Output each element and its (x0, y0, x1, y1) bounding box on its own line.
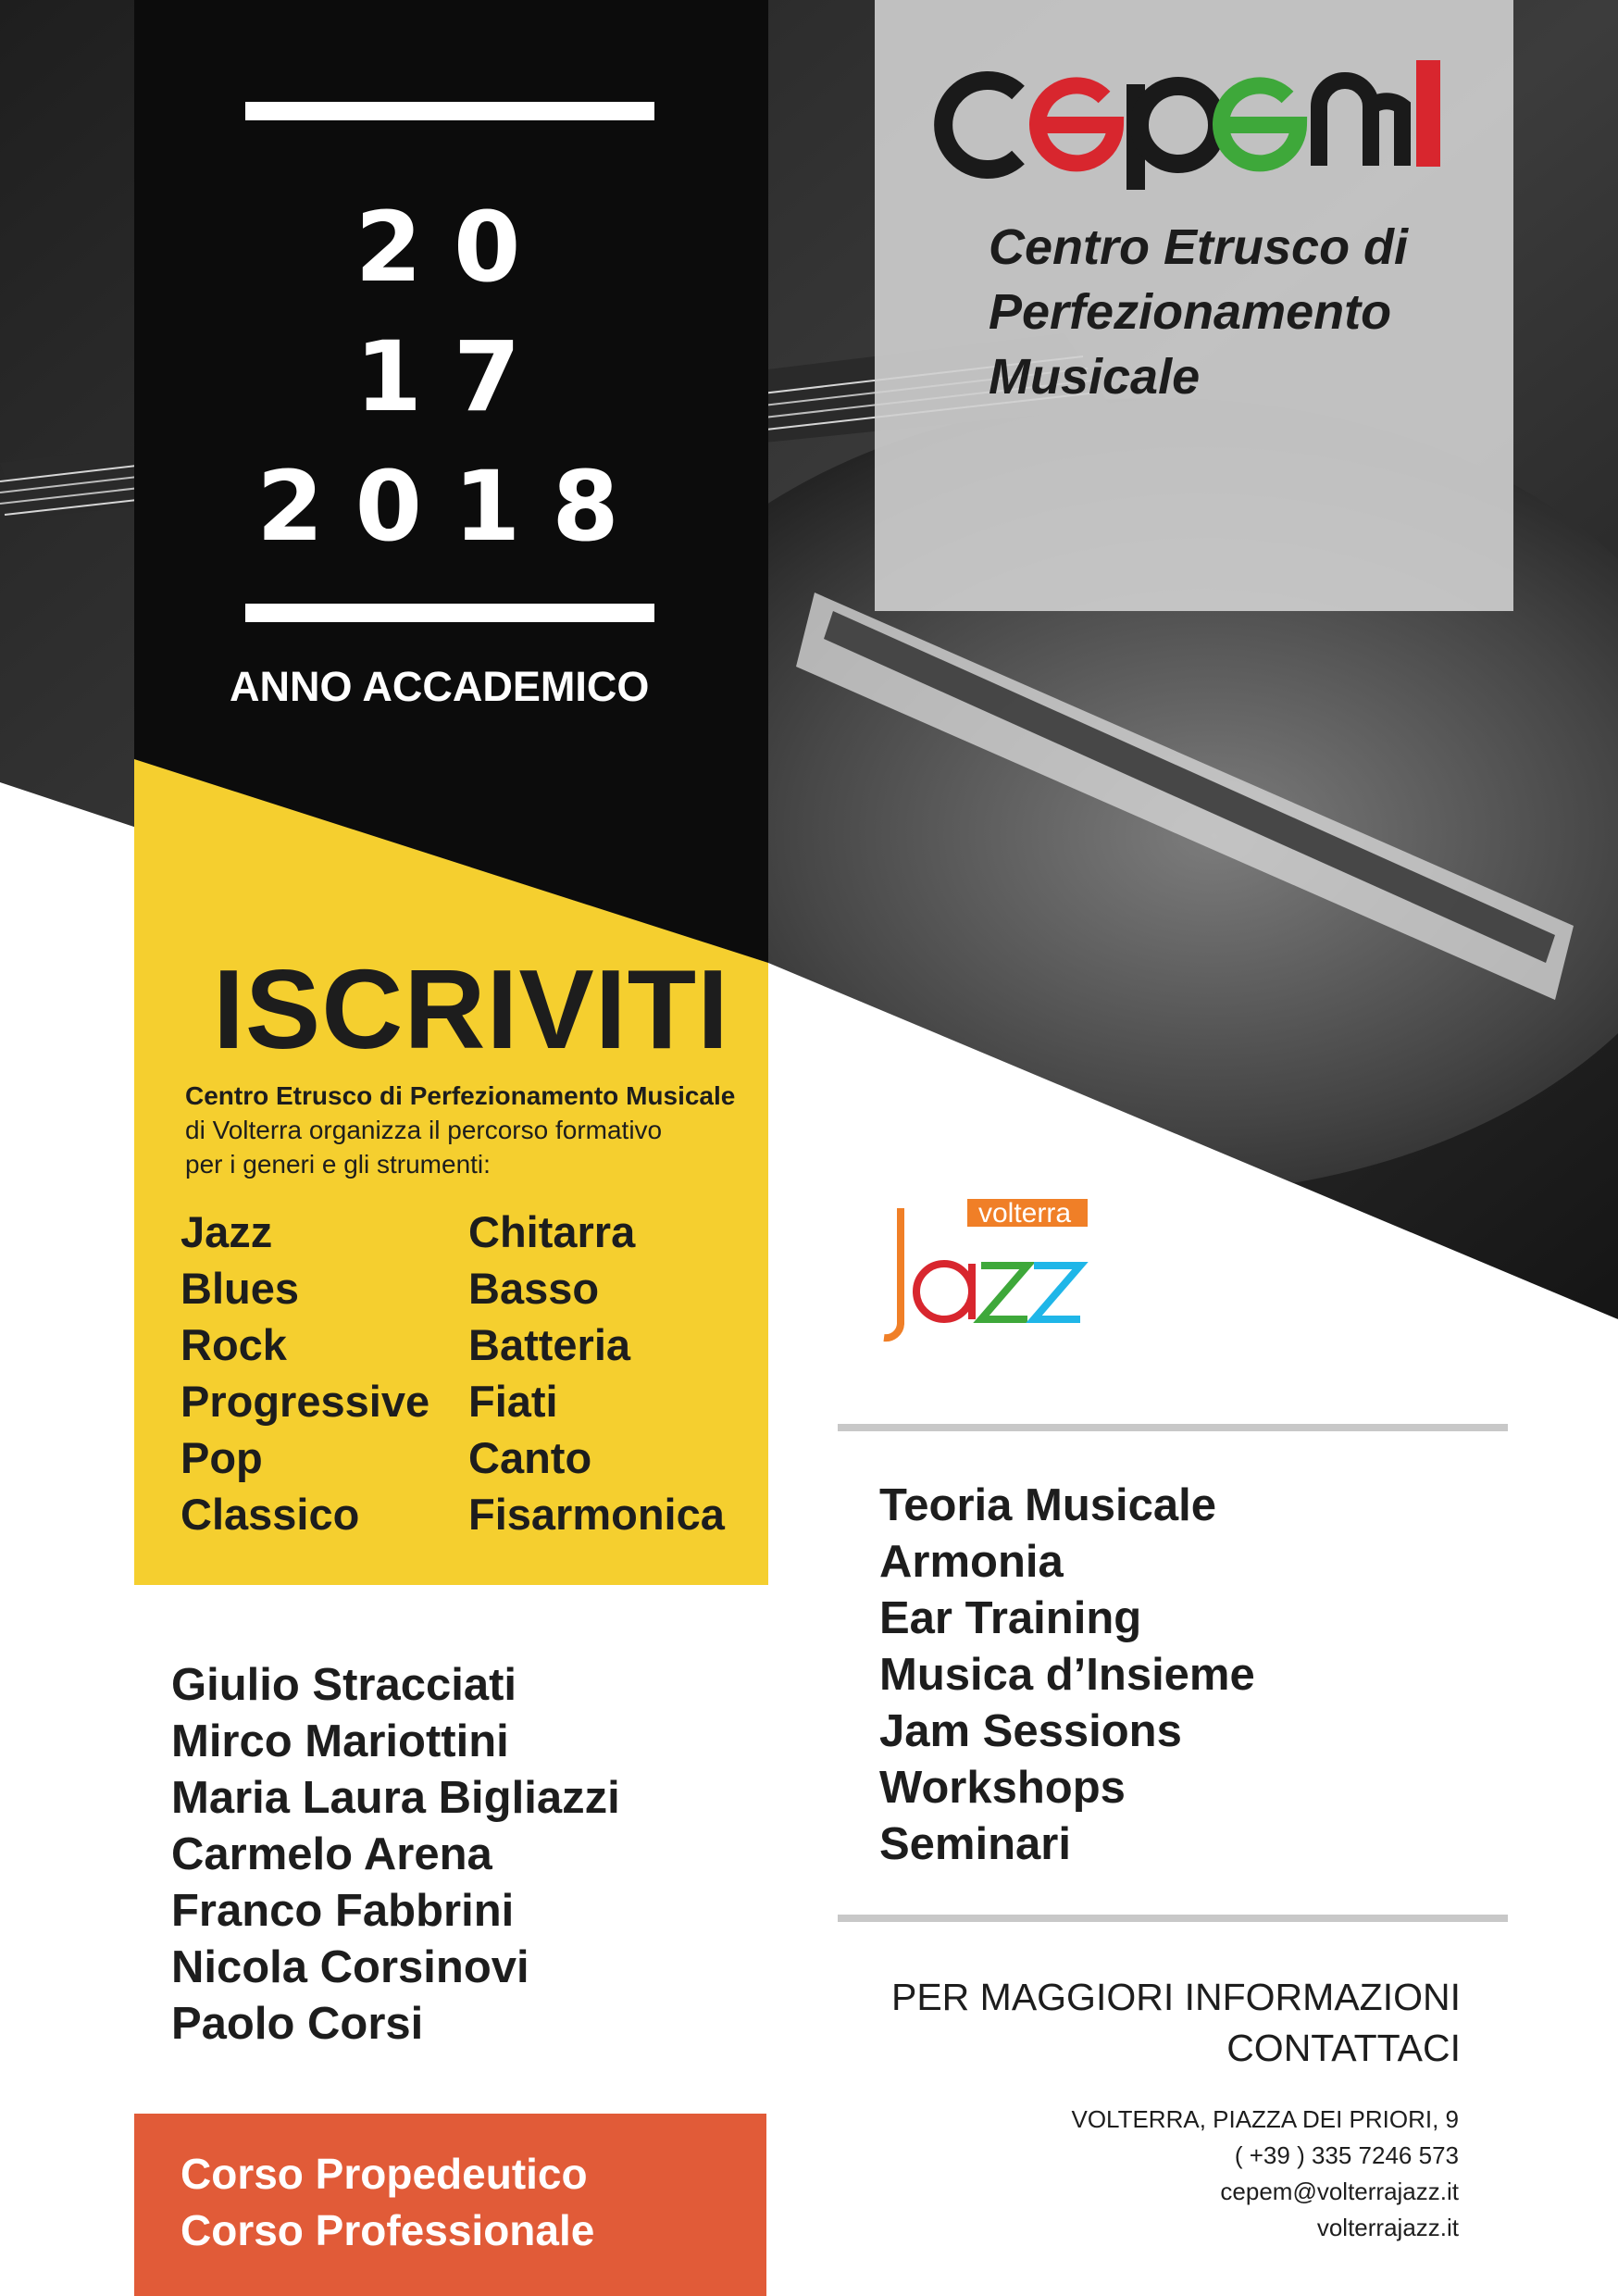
teacher-item: Franco Fabbrini (171, 1886, 515, 1936)
top-divider (838, 1424, 1508, 1431)
teacher-item: Carmelo Arena (171, 1829, 492, 1879)
iscriviti-title: ISCRIVITI (213, 946, 730, 1072)
courses-list (180, 2146, 594, 2259)
contact-address: VOLTERRA, PIAZZA DEI PRIORI, 9 (1071, 2105, 1459, 2133)
subject-item: Jam Sessions (879, 1706, 1182, 1756)
more-info-line-1: PER MAGGIORI INFORMAZIONI (890, 1976, 1461, 2018)
subject-item: Seminari (879, 1819, 1071, 1869)
instruments-list (468, 1204, 725, 1542)
teacher-item: Paolo Corsi (171, 1999, 424, 2049)
contact-phone[interactable]: ( +39 ) 335 7246 573 (1234, 2141, 1459, 2169)
genres-list (180, 1204, 429, 1542)
contact-block (811, 2102, 1459, 2246)
volterra-jazz-logo (875, 1190, 1097, 1370)
more-info-line-2: CONTATTACI (1226, 2027, 1461, 2069)
tagline-line-2: Perfezionamento (989, 284, 1392, 340)
year-line-2: 17 (355, 320, 553, 433)
instrument-item: Batteria (468, 1320, 631, 1369)
tagline-line-3: Musicale (989, 349, 1201, 405)
teacher-item: Nicola Corsinovi (171, 1942, 529, 1992)
volterra-jazz-logo-mark (875, 1190, 1097, 1366)
year-line-1: 20 (355, 191, 553, 304)
course-item: Corso Propedeutico (180, 2150, 588, 2198)
tagline (989, 215, 1408, 409)
cepem-logo (930, 51, 1449, 190)
teacher-item: Giulio Stracciati (171, 1660, 517, 1710)
instrument-item: Canto (468, 1433, 592, 1482)
course-item: Corso Professionale (180, 2206, 595, 2254)
instrument-item: Fiati (468, 1377, 558, 1426)
tagline-line-1: Centro Etrusco di (989, 219, 1409, 275)
instrument-item: Chitarra (468, 1207, 636, 1256)
instrument-item: Fisarmonica (468, 1490, 725, 1539)
contact-website[interactable]: volterrajazz.it (1316, 2214, 1459, 2241)
teachers-list (171, 1657, 620, 2053)
iscriviti-intro (185, 1079, 735, 1181)
subject-item: Teoria Musicale (879, 1480, 1217, 1530)
instrument-item: Basso (468, 1264, 600, 1313)
genre-item: Blues (180, 1264, 299, 1313)
intro-line-2: di Volterra organizza il percorso formativo (185, 1116, 663, 1144)
bottom-divider (838, 1915, 1508, 1922)
cepem-logo-mark (930, 51, 1412, 190)
jazz-logo-sub: volterra (978, 1198, 1072, 1229)
intro-line-3: per i generi e gli strumenti: (185, 1150, 491, 1179)
subject-item: Armonia (879, 1537, 1064, 1587)
subject-item: Musica d’Insieme (879, 1650, 1255, 1700)
subject-item: Workshops (879, 1763, 1126, 1813)
genre-item: Jazz (180, 1207, 273, 1256)
contact-email[interactable]: cepem@volterrajazz.it (1220, 2177, 1459, 2205)
teacher-item: Mirco Mariottini (171, 1716, 509, 1766)
top-white-bar (245, 102, 654, 120)
subject-item: Ear Training (879, 1593, 1142, 1643)
subjects-list (879, 1478, 1255, 1873)
intro-bold-line: Centro Etrusco di Perfezionamento Musicale (185, 1081, 736, 1110)
genre-item: Progressive (180, 1377, 430, 1426)
cepem-logo-sub (1416, 60, 1440, 167)
bottom-white-bar (245, 604, 654, 622)
genre-item: Pop (180, 1433, 263, 1482)
genre-item: Classico (180, 1490, 360, 1539)
genre-item: Rock (180, 1320, 287, 1369)
more-info-heading (776, 1972, 1461, 2074)
year-line-3: 2018 (256, 450, 651, 563)
anno-accademico-label: ANNO ACCADEMICO (230, 663, 650, 710)
teacher-item: Maria Laura Bigliazzi (171, 1773, 620, 1823)
